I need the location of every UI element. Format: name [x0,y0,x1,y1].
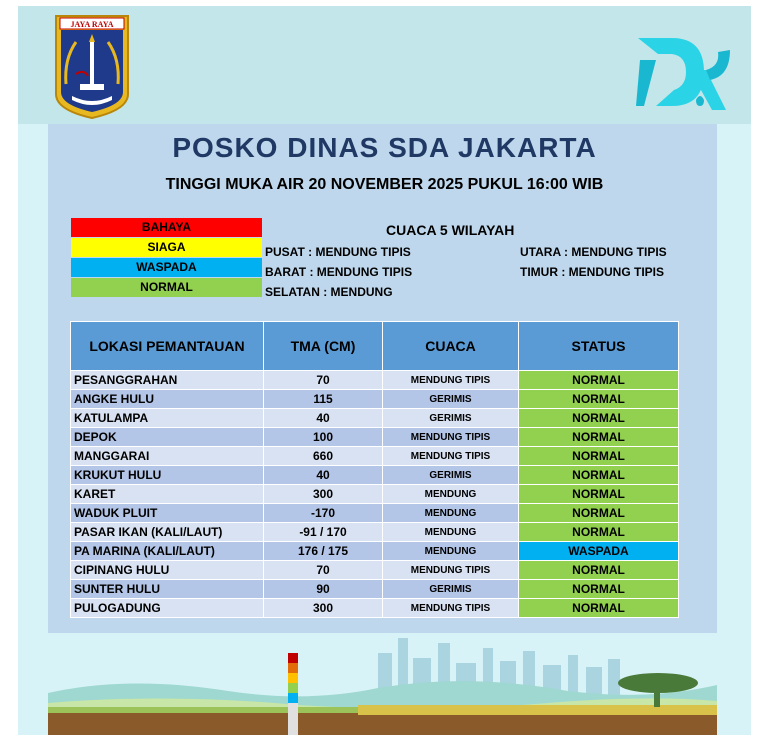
cell-status: NORMAL [519,466,679,485]
cell-tma: 176 / 175 [264,542,383,561]
cell-tma: 70 [264,561,383,580]
legend-normal: NORMAL [71,278,262,297]
weather-pusat: PUSAT : MENDUNG TIPIS [265,245,411,259]
header-tma: TMA (CM) [264,322,383,371]
legend-siaga: SIAGA [71,238,262,257]
cell-status: NORMAL [519,485,679,504]
table-row [71,580,679,599]
cell-tma: 115 [264,390,383,409]
cell-cuaca: GERIMIS [383,390,519,409]
cell-cuaca: MENDUNG [383,504,519,523]
legend-waspada: WASPADA [71,258,262,277]
cell-lokasi: PASAR IKAN (KALI/LAUT) [71,523,264,542]
cell-lokasi: CIPINANG HULU [71,561,264,580]
cell-tma: 90 [264,580,383,599]
cell-status: NORMAL [519,580,679,599]
table-row [71,409,679,428]
crest-label: JAYA RAYA [70,20,114,29]
cell-tma: 100 [264,428,383,447]
cell-status: NORMAL [519,447,679,466]
cell-tma: 40 [264,466,383,485]
table-row [71,561,679,580]
cell-cuaca: MENDUNG TIPIS [383,561,519,580]
cell-cuaca: GERIMIS [383,409,519,428]
cell-lokasi: PESANGGRAHAN [71,371,264,390]
weather-selatan: SELATAN : MENDUNG [265,285,393,299]
cell-status: NORMAL [519,599,679,618]
cell-tma: 660 [264,447,383,466]
weather-utara: UTARA : MENDUNG TIPIS [520,245,667,259]
table-row [71,371,679,390]
poster [18,6,751,735]
cell-lokasi: SUNTER HULU [71,580,264,599]
cell-lokasi: MANGGARAI [71,447,264,466]
table-row [71,466,679,485]
cell-lokasi: ANGKE HULU [71,390,264,409]
header-lokasi: LOKASI PEMANTAUAN [71,322,264,371]
cell-lokasi: DEPOK [71,428,264,447]
table-body [71,371,679,618]
cell-status: NORMAL [519,409,679,428]
cell-cuaca: GERIMIS [383,466,519,485]
header-status: STATUS [519,322,679,371]
cell-status: WASPADA [519,542,679,561]
cell-tma: 40 [264,409,383,428]
legend-bahaya: BAHAYA [71,218,262,237]
cell-lokasi: KRUKUT HULU [71,466,264,485]
cell-cuaca: MENDUNG TIPIS [383,599,519,618]
cell-cuaca: MENDUNG TIPIS [383,447,519,466]
table-row [71,523,679,542]
cell-status: NORMAL [519,390,679,409]
table-row [71,428,679,447]
cell-cuaca: GERIMIS [383,580,519,599]
cell-cuaca: MENDUNG TIPIS [383,371,519,390]
cell-lokasi: PA MARINA (KALI/LAUT) [71,542,264,561]
cell-cuaca: MENDUNG [383,485,519,504]
table-row [71,447,679,466]
cell-lokasi: KATULAMPA [71,409,264,428]
weather-barat: BARAT : MENDUNG TIPIS [265,265,413,279]
cell-tma: -91 / 170 [264,523,383,542]
dsda-brand-logo [634,30,730,114]
table-header-row [71,322,679,371]
table-row [71,485,679,504]
cell-cuaca: MENDUNG [383,523,519,542]
table-row [71,542,679,561]
city-landscape-illustration [48,633,717,735]
cell-tma: 70 [264,371,383,390]
cell-tma: 300 [264,485,383,504]
table-row [71,390,679,409]
cell-cuaca: MENDUNG [383,542,519,561]
header-band [18,6,751,124]
cell-status: NORMAL [519,428,679,447]
cell-tma: -170 [264,504,383,523]
cell-status: NORMAL [519,523,679,542]
cell-lokasi: WADUK PLUIT [71,504,264,523]
water-level-table [70,321,679,618]
cell-lokasi: PULOGADUNG [71,599,264,618]
jakarta-crest-logo [54,14,130,120]
page-subtitle: TINGGI MUKA AIR 20 NOVEMBER 2025 PUKUL 16:00 WIB [165,176,604,193]
cell-tma: 300 [264,599,383,618]
weather-timur: TIMUR : MENDUNG TIPIS [520,265,664,279]
cell-status: NORMAL [519,504,679,523]
cell-cuaca: MENDUNG TIPIS [383,428,519,447]
page-title: POSKO DINAS SDA JAKARTA [172,132,597,163]
table-row [71,504,679,523]
weather-title: CUACA 5 WILAYAH [386,222,515,238]
header-cuaca: CUACA [383,322,519,371]
cell-lokasi: KARET [71,485,264,504]
table-row [71,599,679,618]
cell-status: NORMAL [519,561,679,580]
cell-status: NORMAL [519,371,679,390]
